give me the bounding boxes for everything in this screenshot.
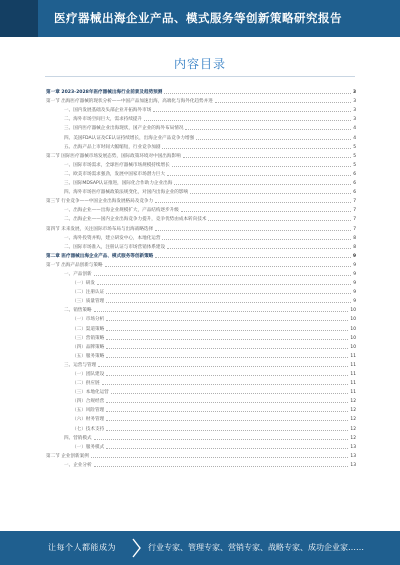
toc-entry-label: 二、欧美市场需求强劲，发展中国家市场潜力巨大 [64, 171, 166, 177]
toc-leader-dots [111, 393, 349, 394]
toc-entry-label: 一、企业分析 [64, 462, 92, 468]
toc-leader-dots [106, 348, 348, 349]
toc-page-number: 13 [350, 453, 356, 459]
toc-entry[interactable] [46, 359, 356, 368]
toc-entry-label: 第一章 2023-2028年医疗器械出海行业前景及趋势预测 [46, 90, 163, 96]
toc-entry-label: （三）质量管理 [72, 299, 105, 305]
toc-entry-label: 一、国内发展基础及头部企业开拓海外市场 [64, 108, 152, 114]
toc-leader-dots [94, 466, 349, 467]
toc-entry-label: 五、出海产品上市时间大幅缩短，行业竞争加剧 [64, 144, 161, 150]
toc-page-number: 3 [352, 90, 356, 96]
toc-entry-label: 第二节 企业创新案例 [46, 453, 89, 459]
toc-leader-dots [97, 284, 351, 285]
toc-leader-dots [94, 311, 349, 312]
toc-entry-label: （四）品牌策略 [72, 344, 105, 350]
toc-entry-label: 二、出海企业——国内企业出海竞争力提升，竞争优势由成本转向技术 [64, 217, 207, 223]
toc-page-number: 7 [353, 226, 356, 232]
toc-entry[interactable] [46, 268, 356, 277]
toc-leader-dots [106, 320, 348, 321]
toc-leader-dots [153, 111, 351, 112]
toc-page-number: 7 [353, 199, 356, 205]
toc-leader-dots [106, 339, 348, 340]
toc-entry-label: 第二节 国际医疗器械市场发展态势，国际政策环境对中国出海影响 [46, 153, 181, 159]
toc-page-number: 12 [350, 408, 356, 414]
toc-entry[interactable] [46, 141, 356, 150]
toc-entry[interactable] [46, 322, 356, 331]
toc-divider [45, 76, 355, 77]
report-title: 医疗器械出海企业产品、模式服务等创新策略研究报告 [54, 11, 342, 25]
toc-entry[interactable] [46, 131, 356, 140]
toc-leader-dots [155, 257, 351, 258]
toc-leader-dots [196, 139, 351, 140]
toc-entry[interactable] [46, 422, 356, 431]
toc-entry-label: （二）渠道策略 [72, 326, 105, 332]
toc-page-number: 11 [350, 381, 356, 387]
toc-entry[interactable] [46, 368, 356, 377]
toc-leader-dots [106, 430, 348, 431]
toc-entry[interactable] [46, 332, 356, 341]
toc-entry[interactable] [46, 404, 356, 413]
toc-leader-dots [155, 202, 351, 203]
arrow-divider-icon [130, 537, 144, 559]
toc-page-number: 3 [353, 117, 356, 123]
toc-entry[interactable] [46, 450, 356, 459]
toc-entry-label: 二、国际市场准入，注册认证与市场营销体系建设 [64, 244, 166, 250]
toc-leader-dots [94, 275, 352, 276]
toc-entry[interactable] [46, 250, 356, 259]
toc-entry[interactable] [46, 377, 356, 386]
header-accent-stripe [0, 0, 38, 37]
toc-leader-dots [155, 230, 351, 231]
toc-entry-label: （二）注册认证 [72, 290, 105, 296]
toc-page-number: 9 [353, 299, 356, 305]
toc-leader-dots [91, 457, 349, 458]
toc-entry[interactable] [46, 459, 356, 468]
toc-entry-label: 第四节 未来发展，关注国际市场布局与出海战略选择 [46, 226, 154, 232]
footer-bar [0, 531, 400, 565]
toc-entry-label: 第一节 出海医疗器械的现状分析——中国产品加速出海，高端化与海外化趋势并进 [46, 99, 213, 105]
toc-page-number: 4 [353, 135, 356, 141]
toc-leader-dots [106, 420, 348, 421]
toc-entry[interactable] [46, 395, 356, 404]
toc-page-number: 5 [353, 144, 356, 150]
toc-entry-label: 一、产品创新 [64, 271, 92, 277]
toc-page-number: 11 [350, 390, 356, 396]
toc-entry[interactable] [46, 204, 356, 213]
toc-page-number: 11 [350, 353, 356, 359]
toc-entry[interactable] [46, 304, 356, 313]
toc-entry-label: 三、国内医疗器械企业出海现状，国产企业的海外布局情况 [64, 126, 184, 132]
toc-entry-label: 三、国际MDSAP认证推进，国际化合作助力企业出海 [64, 181, 173, 187]
toc-page-number: 5 [353, 153, 356, 159]
toc-leader-dots [172, 166, 352, 167]
toc-entry-label: （三）营销策略 [72, 335, 105, 341]
toc-entry[interactable] [46, 386, 356, 395]
toc-page-number: 10 [350, 317, 356, 323]
toc-entry[interactable] [46, 350, 356, 359]
toc-leader-dots [106, 357, 348, 358]
toc-page-number: 12 [350, 435, 356, 441]
toc-entry-label: （六）财务管理 [72, 417, 105, 423]
toc-entry-label: （三）本地化运营 [72, 390, 109, 396]
toc-leader-dots [106, 375, 348, 376]
toc-leader-dots [185, 129, 351, 130]
toc-page-number: 9 [353, 271, 356, 277]
toc-page-number: 6 [353, 171, 356, 177]
toc-entry[interactable] [46, 186, 356, 195]
toc-entry[interactable] [46, 232, 356, 241]
toc-page-number: 12 [350, 417, 356, 423]
toc-page-number: 11 [350, 372, 356, 377]
toc-entry[interactable] [46, 441, 356, 450]
header-bar [0, 0, 400, 37]
toc-entry[interactable] [46, 86, 356, 95]
toc-entry[interactable] [46, 286, 356, 295]
toc-entry[interactable] [46, 95, 356, 104]
toc-leader-dots [164, 93, 351, 94]
toc-leader-dots [102, 384, 349, 385]
toc-entry[interactable] [46, 413, 356, 422]
toc-entry-label: （一）服务模式 [72, 444, 105, 450]
toc-entry[interactable] [46, 259, 356, 268]
toc-page-number: 8 [353, 244, 356, 250]
toc-entry-label: （五）服务策略 [72, 353, 105, 359]
toc-entry[interactable] [46, 159, 356, 168]
toc-entry-label: 四、美国FDA认证及CE认证持续增长，出海企业产品竞争力增强 [64, 135, 195, 141]
toc-entry-label: 四、海外市场医疗器械政策法规变化，对国内出海企业的影响 [64, 190, 189, 196]
toc-entry[interactable] [46, 241, 356, 250]
toc-entry-label: （一）市场分析 [72, 317, 105, 323]
toc-leader-dots [144, 120, 351, 121]
toc-page-number: 10 [350, 308, 356, 314]
toc-entry[interactable] [46, 222, 356, 231]
toc-entry-label: 四、营销模式 [64, 435, 92, 441]
toc-entry[interactable] [46, 295, 356, 304]
toc-page-number: 7 [353, 208, 356, 214]
toc-page-number: 13 [350, 444, 356, 450]
table-of-contents [46, 86, 356, 468]
toc-page-number: 3 [353, 99, 356, 105]
toc-page-number: 9 [353, 281, 356, 287]
toc-entry[interactable] [46, 213, 356, 222]
toc-leader-dots [162, 239, 351, 240]
toc-leader-dots [106, 302, 351, 303]
toc-entry-label: （七）技术支持 [72, 426, 105, 432]
toc-page-number: 7 [353, 217, 356, 223]
toc-entry-label: （四）合规经营 [72, 399, 105, 405]
toc-page-number: 11 [350, 362, 356, 368]
toc-page-number: 3 [353, 108, 356, 114]
toc-entry[interactable] [46, 277, 356, 286]
toc-leader-dots [106, 411, 348, 412]
toc-page-number: 10 [350, 344, 356, 350]
toc-leader-dots [208, 220, 351, 221]
toc-leader-dots [183, 157, 352, 158]
toc-page-number: 5 [353, 162, 356, 168]
toc-entry[interactable] [46, 113, 356, 122]
toc-page-number: 10 [350, 326, 356, 332]
toc-page-number: 9 [353, 290, 356, 296]
toc-page-number: 12 [350, 426, 356, 432]
footer-slogan-left: 让每个人都能成为 [48, 543, 116, 552]
toc-leader-dots [167, 248, 351, 249]
toc-entry[interactable] [46, 150, 356, 159]
toc-page-number: 6 [353, 181, 356, 187]
toc-leader-dots [106, 402, 348, 403]
toc-page-number: 8 [353, 235, 356, 241]
toc-page-number: 4 [353, 126, 356, 132]
toc-entry[interactable] [46, 122, 356, 131]
toc-entry-label: 一、海外投资并购，建立研发中心，本地化运营 [64, 235, 161, 241]
toc-leader-dots [174, 184, 351, 185]
toc-page-number: 13 [350, 462, 356, 468]
footer-slogan-right: 行业专家、管理专家、营销专家、战略专家、成功企业家…… [148, 543, 364, 552]
toc-entry-label: 一、出海企业——出海企业规模扩大，产品结构逐步升级 [64, 208, 179, 214]
toc-entry[interactable] [46, 195, 356, 204]
toc-page-number: 6 [353, 190, 356, 196]
toc-leader-dots [106, 293, 351, 294]
toc-page-number: 12 [350, 399, 356, 405]
toc-entry-label: （五）风险管理 [72, 408, 105, 414]
toc-entry[interactable] [46, 313, 356, 322]
toc-leader-dots [190, 193, 351, 194]
toc-page-number: 10 [350, 335, 356, 341]
toc-entry-label: 二、销售策略 [64, 308, 92, 314]
toc-leader-dots [98, 366, 348, 367]
toc-entry[interactable] [46, 341, 356, 350]
toc-entry-label: 三、运营与管理 [64, 362, 97, 368]
toc-page-number: 9 [352, 253, 356, 259]
toc-leader-dots [106, 448, 348, 449]
toc-entry-label: 第二章 医疗器械出海企业产品、模式服务等创新策略 [46, 253, 154, 259]
toc-leader-dots [162, 148, 351, 149]
toc-entry-label: 第三节 行业竞争——中国企业出海发展格局及竞争力 [46, 199, 154, 205]
toc-leader-dots [167, 175, 351, 176]
toc-leader-dots [94, 439, 349, 440]
toc-entry-label: （一）团队建设 [72, 372, 105, 377]
toc-entry-label: 二、海外市场空间巨大，需求持续提升 [64, 117, 143, 123]
toc-page-number: 9 [353, 262, 356, 268]
toc-entry-label: 第一节 出海产品创新与策略 [46, 262, 103, 268]
toc-entry[interactable] [46, 168, 356, 177]
toc-entry[interactable] [46, 104, 356, 113]
toc-entry-label: （二）供应链 [72, 381, 100, 387]
toc-entry-label: （一）研发 [72, 281, 95, 287]
toc-leader-dots [106, 330, 348, 331]
toc-entry[interactable] [46, 432, 356, 441]
toc-entry-label: 一、国际市场需求，全球医疗器械市场规模持续增长 [64, 162, 170, 168]
toc-leader-dots [105, 266, 352, 267]
toc-entry[interactable] [46, 177, 356, 186]
toc-leader-dots [181, 211, 351, 212]
toc-leader-dots [215, 102, 351, 103]
toc-heading: 内容目录 [173, 57, 226, 71]
